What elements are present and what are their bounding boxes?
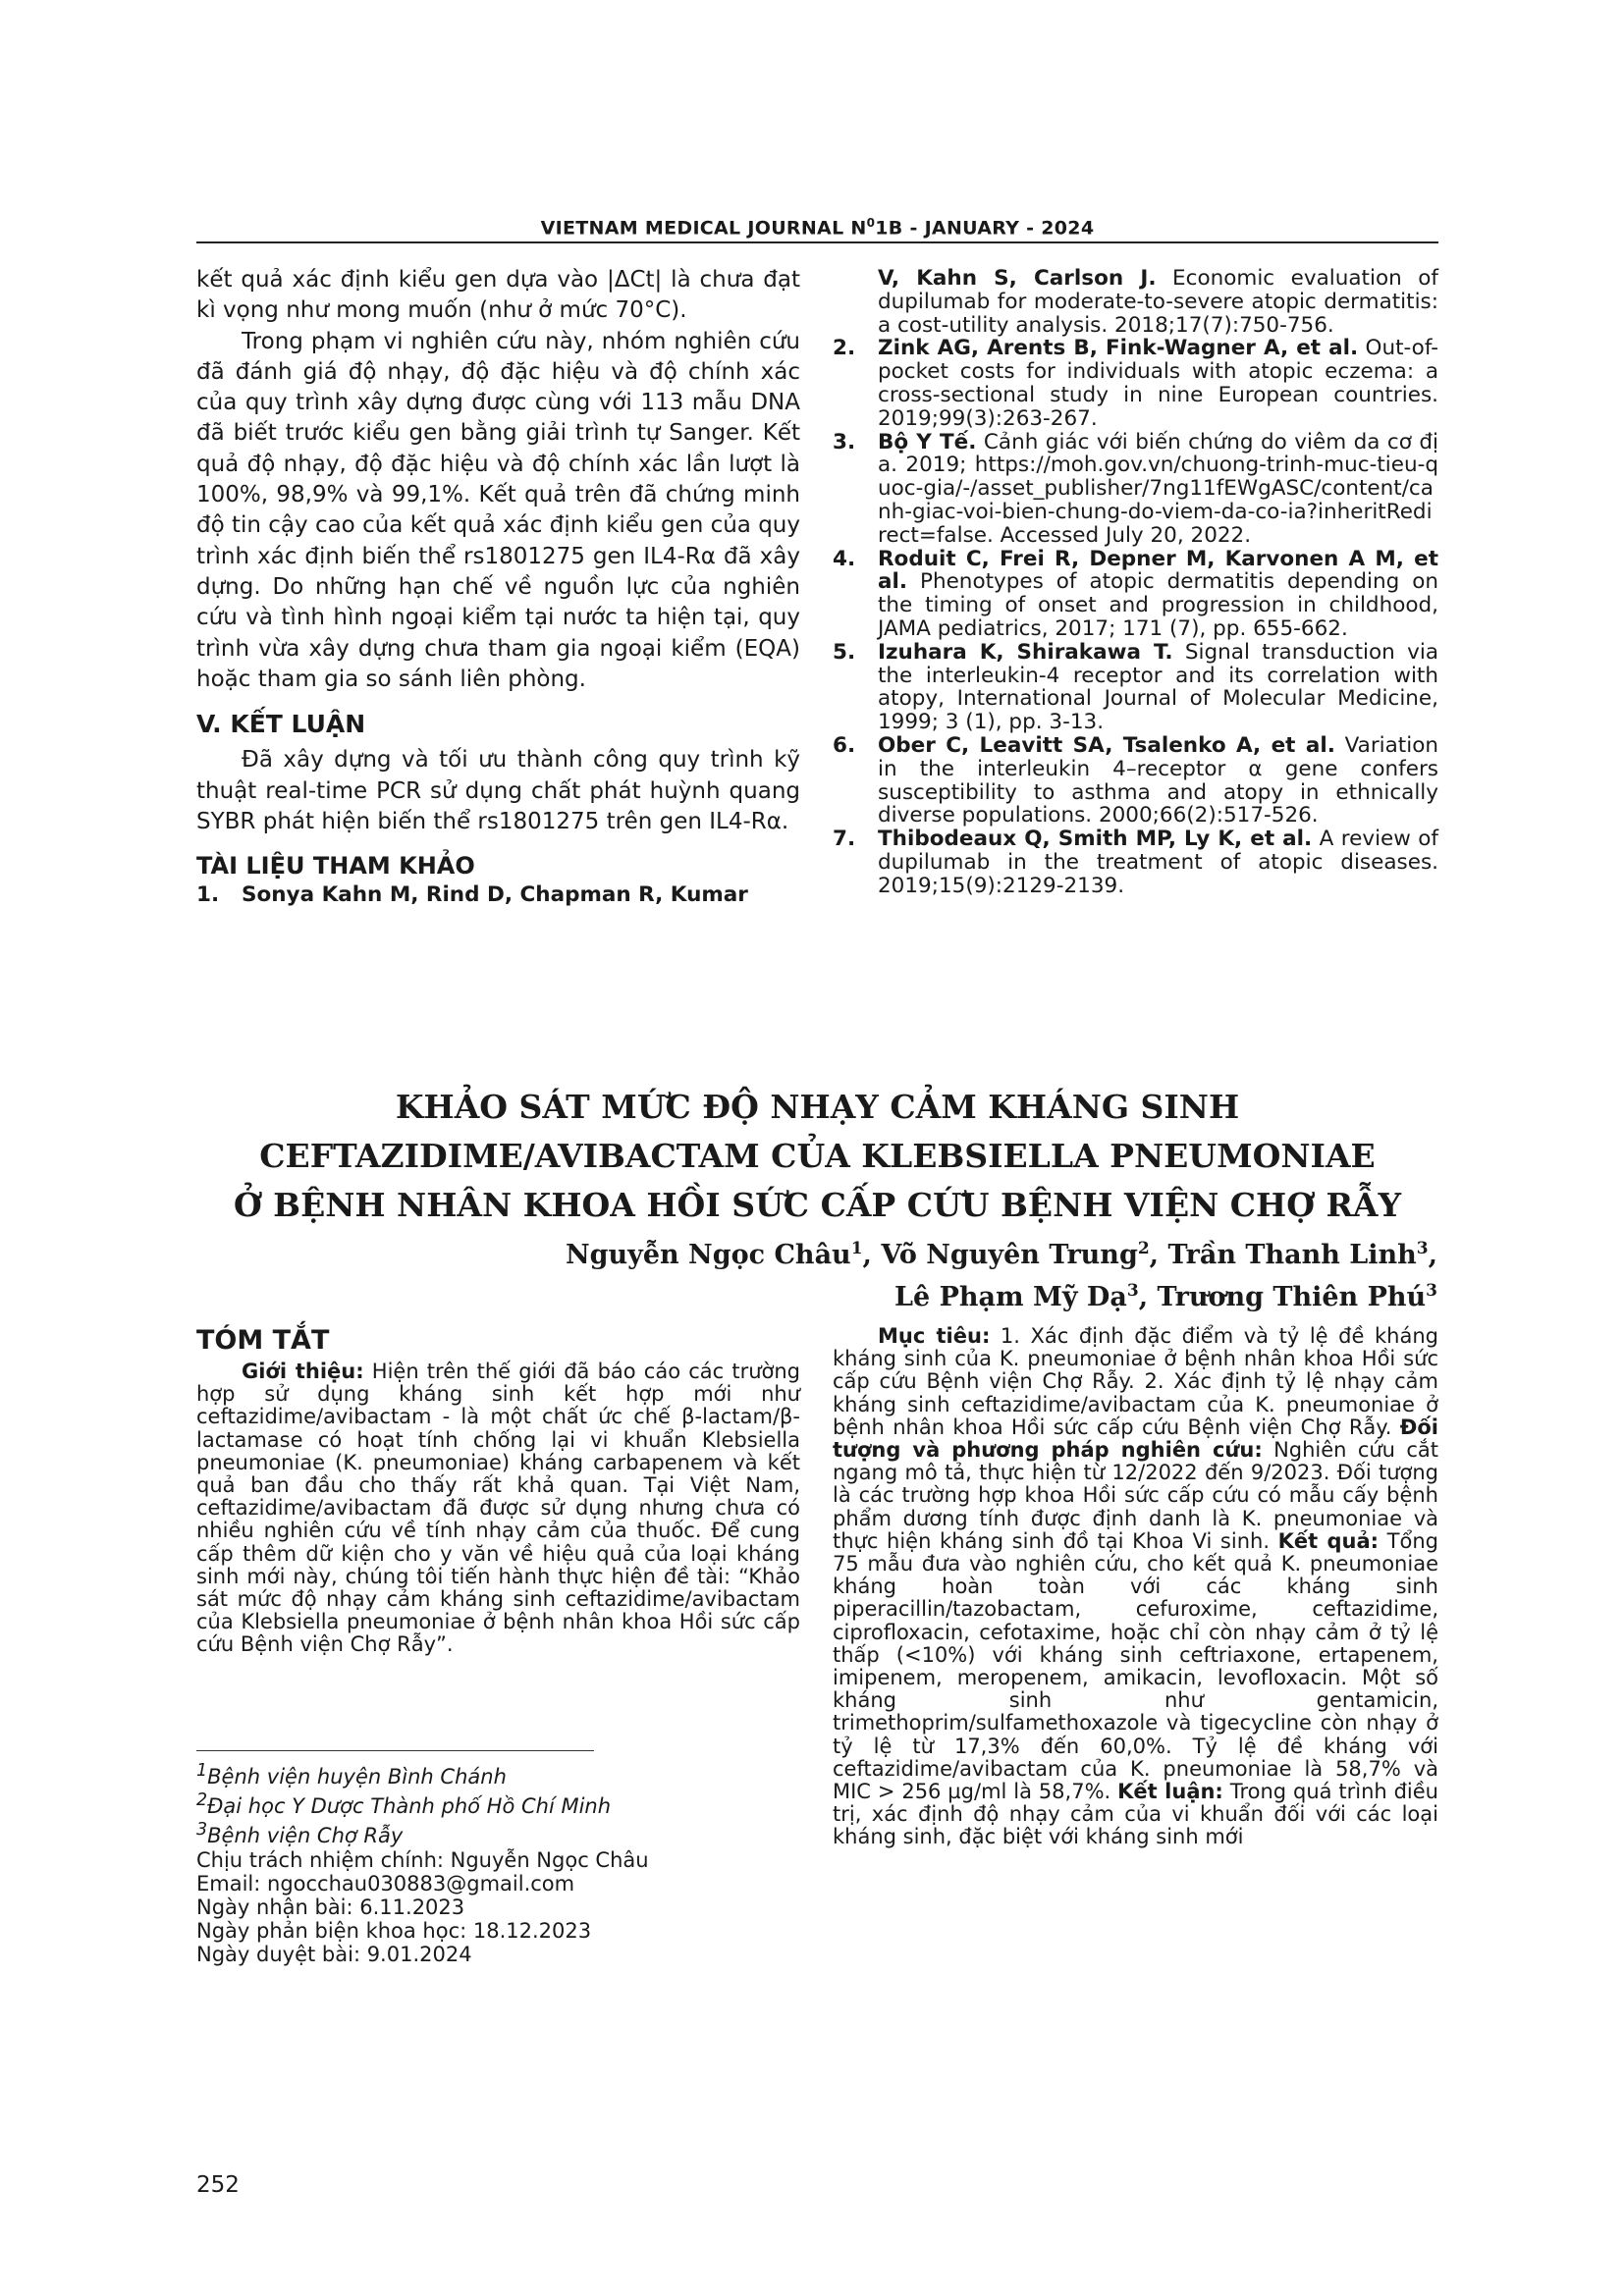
references-heading: TÀI LIỆU THAM KHẢO xyxy=(196,852,475,881)
left-column xyxy=(196,265,800,908)
author-name: Trương Thiên Phú xyxy=(1157,1282,1427,1312)
author-name: Võ Nguyên Trung xyxy=(881,1240,1138,1270)
discussion-paragraph-1: kết quả xác định kiểu gen dựa vào |ΔCt| là chưa đạt kì vọng như mong muốn (như ở mức 70°C). xyxy=(196,267,800,324)
author-line-2: Lê Phạm Mỹ Dạ$^3$, Trương Thiên Phú$^3$ xyxy=(894,1281,1437,1312)
discussion-paragraph-2: Trong phạm vi nghiên cứu này, nhóm nghiên cứu đã đánh giá độ nhạy, độ đặc hiệu và độ chính xác của quy trình xây dựng được cùng với 113 mẫu DNA đã biết trước kiểu gen bằng giải trình tự Sanger. Kết quả độ nhạy, độ đặc hiệu và độ chính xác lần lượt là 100%, 98,9% và 99,1%. Kết quả trên đã chứng minh độ tin cậy cao của kết quả xác định kiểu gen của quy trình xác định biến thể rs1801275 gen IL4-Rα đã xây dựng. Do những hạn chế về nguồn lực của nghiên cứu và tình hình ngoại kiểm tại nước ta hiện tại, quy trình vừa xây dựng chưa tham gia ngoại kiểm (EQA) hoặc tham gia so sánh liên phòng. xyxy=(196,328,800,692)
abstract-introduction: Giới thiệu: Hiện trên thế giới đã báo cáo các trường hợp sử dụng kháng sinh kết hợp mới như ceftazidime/avibactam - là một chất ức chế β-lactam/β-lactamase có hoạt tính chống lại vi khuẩn Klebsiella pneumoniae (K. pneumoniae) kháng carbapenem và kết quả ban đầu cho thấy rất khả quan. Tại Việt Nam, ceftazidime/avibactam đã được sử dụng nhưng chưa có nhiều nghiên cứu về tính nhạy cảm của thuốc. Để cung cấp thêm dữ kiện cho y văn về hiệu quả của loại kháng sinh mới này, chúng tôi tiến hành thực hiện đề tài: “Khảo sát mức độ nhạy cảm kháng sinh ceftazidime/avibactam của Klebsiella pneumoniae ở bệnh nhân khoa Hồi sức cấp cứu Bệnh viện Chợ Rẫy”. xyxy=(196,1360,800,1657)
author-name: Lê Phạm Mỹ Dạ xyxy=(894,1282,1127,1312)
running-header: VIETNAM MEDICAL JOURNAL $N^01B$ - JANUARY - 2024 xyxy=(540,216,1095,240)
affiliation-3: $^3$Bệnh viện Chợ Rẫy xyxy=(196,1820,404,1848)
author-name: Nguyễn Ngọc Châu xyxy=(565,1240,851,1270)
abstract-continued: Mục tiêu: 1. Xác định đặc điểm và tỷ lệ đề kháng kháng sinh của K. pneumoniae ở bệnh nhân khoa Hồi sức cấp cứu Bệnh viện Chợ Rẫy. 2. Xác định tỷ lệ nhạy cảm kháng sinh ceftazidime/avibactam của K. pneumoniae ở bệnh nhân khoa Hồi sức cấp cứu Bệnh viện Chợ Rẫy. Đối tượng và phương pháp nghiên cứu: Nghiên cứu cắt ngang mô tả, thực hiện từ 12/2022 đến 9/2023. Đối tượng là các trường hợp khoa Hồi sức cấp cứu có mẫu cấy bệnh phẩm dương tính được định danh là K. pneumoniae và thực hiện kháng sinh đồ tại Khoa Vi sinh. Kết quả: Tổng 75 mẫu đưa vào nghiên cứu, cho kết quả K. pneumoniae kháng hoàn toàn với các kháng sinh piperacillin/tazobactam, cefuroxime, ceftazidime, ciprofloxacin, cefotaxime, hoặc chỉ còn nhạy cảm ở tỷ lệ thấp (<10%) với kháng sinh ceftriaxone, ertapenem, imipenem, meropenem, amikacin, levofloxacin. Một số kháng sinh như gentamicin, trimethoprim/sulfamethoxazole và tigecycline còn nhạy ở tỷ lệ từ 17,3% đến 60,0%. Tỷ lệ đề kháng với ceftazidime/avibactam của K. pneumoniae là 58,7% và MIC > 256 µg/ml là 58,7%. Kết luận: Trong quá trình điều trị, xác định độ nhạy cảm của vi khuẩn đối với các loại kháng sinh, đặc biệt với kháng sinh mới xyxy=(833,1324,1438,1849)
reference-item: 6. Ober C, Leavitt SA, Tsalenko A, et al. Variation in the interleukin 4–receptor α gene confers susceptibility to asthma and atopy in ethnically diverse populations. 2000;66(2):517-526. xyxy=(833,732,1438,828)
title-line: KHẢO SÁT MỨC ĐỘ NHẠY CẢM KHÁNG SINH xyxy=(395,1088,1240,1126)
footnote-rule xyxy=(196,1750,594,1751)
date-accepted: Ngày duyệt bài: 9.01.2024 xyxy=(196,1943,472,1967)
reference-item: 5. Izuhara K, Shirakawa T. Signal transduction via the interleukin-4 receptor and its correlation with atopy, International Journal of Molecular Medicine, 1999; 3 (1), pp. 3-13. xyxy=(833,639,1439,735)
affiliation-2: $^2$Đại học Y Dược Thành phố Hồ Chí Minh xyxy=(196,1790,612,1819)
reference-item: 4. Roduit C, Frei R, Depner M, Karvonen A M, et al. Phenotypes of atopic dermatitis depending on the timing of onset and progression in childhood, JAMA pediatrics, 2017; 171 (7), pp. 655-662. xyxy=(833,546,1438,641)
reference-item: 3. Bộ Y Tế. Cảnh giác với biến chứng do viêm da cơ địa. 2019; https://moh.gov.vn/chuong-trinh-muc-tieu-quoc-gia/-/asset_publisher/7ng11fEWgASC/content/canh-giac-voi-bien-chung-do-viem-da-co-ia?inheritRedirect=false. Accessed July 20, 2022. xyxy=(833,429,1438,548)
conclusion-paragraph: Đã xây dựng và tối ưu thành công quy trình kỹ thuật real-time PCR sử dụng chất phát huỳnh quang SYBR phát hiện biến thể rs1801275 trên gen IL4-Rα. xyxy=(196,747,800,835)
article-title xyxy=(196,1083,1438,1230)
abstract-heading: TÓM TẮT xyxy=(196,1325,330,1356)
conclusion-heading: V. KẾT LUẬN xyxy=(196,710,366,739)
affiliation-1: $^1$Bệnh viện huyện Bình Chánh xyxy=(196,1761,507,1789)
author-list xyxy=(456,1231,1437,1315)
footnotes xyxy=(196,1759,800,1967)
contact-email: Email: ngocchau030883@gmail.com xyxy=(196,1871,575,1896)
corresponding-author: Chịu trách nhiệm chính: Nguyễn Ngọc Châu xyxy=(196,1847,649,1872)
author-line-1: Nguyễn Ngọc Châu$^1$, Võ Nguyên Trung$^2$, Trần Thanh Linh$^3$, xyxy=(565,1239,1437,1270)
reference-1-start: 1. Sonya Kahn M, Rind D, Chapman R, Kumar xyxy=(196,881,748,907)
reference-item: 7. Thibodeaux Q, Smith MP, Ly K, et al. A review of dupilumab in the treatment of atopic diseases. 2019;15(9):2129-2139. xyxy=(833,827,1438,898)
title-line: CEFTAZIDIME/AVIBACTAM CỦA KLEBSIELLA PNEUMONIAE xyxy=(259,1137,1376,1175)
references-list xyxy=(833,267,1438,898)
reference-item: 2. Zink AG, Arents B, Fink-Wagner A, et al. Out-of-pocket costs for individuals with atopic eczema: a cross-sectional study in nine European countries. 2019;99(3):263-267. xyxy=(833,336,1438,431)
page-number: 252 xyxy=(196,2172,240,2198)
title-line: Ở BỆNH NHÂN KHOA HỒI SỨC CẤP CỨU BỆNH VIỆN CHỢ RẪY xyxy=(233,1186,1402,1224)
date-reviewed: Ngày phản biện khoa học: 18.12.2023 xyxy=(196,1919,592,1944)
author-name: Trần Thanh Linh xyxy=(1167,1240,1417,1270)
date-received: Ngày nhận bài: 6.11.2023 xyxy=(196,1896,465,1920)
header-rule xyxy=(196,241,1438,243)
reference-1-continued: V, Kahn S, Carlson J. Economic evaluation of dupilumab for moderate-to-severe atopic dermatitis: a cost-utility analysis. 2018;17(7):750-756. xyxy=(878,266,1439,338)
